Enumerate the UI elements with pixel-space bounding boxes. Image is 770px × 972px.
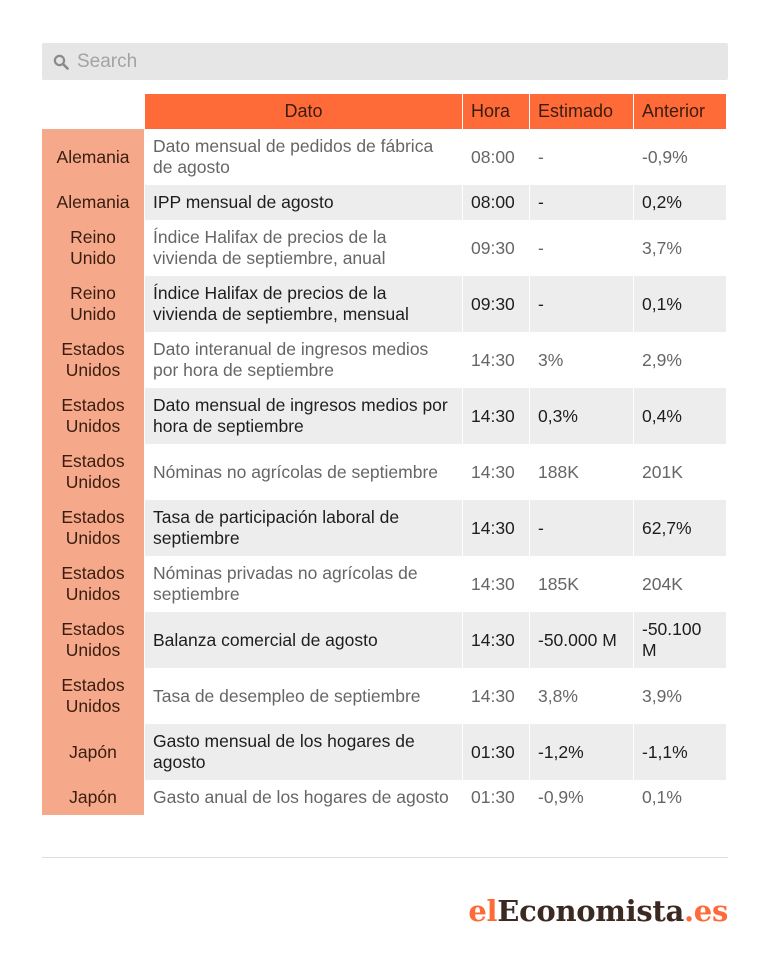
cell-dato: Nóminas privadas no agrícolas de septiembre — [144, 556, 462, 612]
cell-hora: 08:00 — [462, 185, 529, 220]
cell-anterior: -1,1% — [633, 724, 726, 780]
cell-anterior: 0,2% — [633, 185, 726, 220]
cell-country: Reino Unido — [42, 276, 144, 332]
cell-dato: Dato interanual de ingresos medios por hora de septiembre — [144, 332, 462, 388]
cell-country: Alemania — [42, 185, 144, 220]
cell-country: Estados Unidos — [42, 444, 144, 500]
cell-country: Reino Unido — [42, 220, 144, 276]
cell-hora: 01:30 — [462, 780, 529, 815]
cell-dato: Nóminas no agrícolas de septiembre — [144, 444, 462, 500]
footer-divider — [42, 857, 728, 858]
cell-country: Estados Unidos — [42, 612, 144, 668]
table-row[interactable] — [42, 724, 726, 780]
cell-anterior: 204K — [633, 556, 726, 612]
cell-anterior: 3,9% — [633, 668, 726, 724]
cell-anterior: -0,9% — [633, 129, 726, 185]
cell-dato: Dato mensual de ingresos medios por hora de septiembre — [144, 388, 462, 444]
table-row[interactable] — [42, 444, 726, 500]
economic-calendar-table — [42, 94, 726, 815]
cell-dato: Gasto mensual de los hogares de agosto — [144, 724, 462, 780]
cell-hora: 14:30 — [462, 500, 529, 556]
cell-estimado: - — [529, 129, 633, 185]
cell-estimado: -50.000 M — [529, 612, 633, 668]
cell-dato: Índice Halifax de precios de la vivienda de septiembre, anual — [144, 220, 462, 276]
brand-logo-part-el: el — [468, 894, 498, 928]
cell-country: Estados Unidos — [42, 500, 144, 556]
table-row[interactable] — [42, 780, 726, 815]
table-row[interactable] — [42, 556, 726, 612]
cell-estimado: 0,3% — [529, 388, 633, 444]
cell-anterior: 201K — [633, 444, 726, 500]
cell-hora: 01:30 — [462, 724, 529, 780]
table-row[interactable] — [42, 185, 726, 220]
table-row[interactable] — [42, 276, 726, 332]
search-input[interactable] — [77, 47, 677, 77]
cell-estimado: - — [529, 185, 633, 220]
cell-estimado: -1,2% — [529, 724, 633, 780]
cell-country: Estados Unidos — [42, 556, 144, 612]
cell-country: Estados Unidos — [42, 388, 144, 444]
cell-dato: IPP mensual de agosto — [144, 185, 462, 220]
cell-anterior: 0,1% — [633, 276, 726, 332]
cell-anterior: -50.100 M — [633, 612, 726, 668]
cell-estimado: - — [529, 500, 633, 556]
brand-logo-part-economista: Economista — [497, 894, 685, 928]
cell-country: Japón — [42, 780, 144, 815]
cell-hora: 09:30 — [462, 220, 529, 276]
table-row[interactable] — [42, 332, 726, 388]
cell-anterior: 0,1% — [633, 780, 726, 815]
cell-hora: 14:30 — [462, 388, 529, 444]
cell-hora: 14:30 — [462, 332, 529, 388]
table-row[interactable] — [42, 668, 726, 724]
cell-country: Estados Unidos — [42, 668, 144, 724]
table-row[interactable] — [42, 612, 726, 668]
table-row[interactable] — [42, 500, 726, 556]
cell-hora: 09:30 — [462, 276, 529, 332]
cell-dato: Dato mensual de pedidos de fábrica de agosto — [144, 129, 462, 185]
cell-estimado: -0,9% — [529, 780, 633, 815]
header-estimado[interactable]: Estimado — [529, 94, 633, 129]
header-hora[interactable]: Hora — [462, 94, 529, 129]
cell-dato: Balanza comercial de agosto — [144, 612, 462, 668]
table-header-row — [42, 94, 726, 129]
cell-hora: 14:30 — [462, 444, 529, 500]
cell-dato: Tasa de participación laboral de septiembre — [144, 500, 462, 556]
header-country-blank — [42, 94, 144, 129]
cell-hora: 14:30 — [462, 668, 529, 724]
cell-estimado: 3% — [529, 332, 633, 388]
cell-estimado: 185K — [529, 556, 633, 612]
cell-anterior: 62,7% — [633, 500, 726, 556]
search-icon — [53, 54, 69, 70]
brand-logo[interactable] — [468, 894, 728, 934]
cell-anterior: 2,9% — [633, 332, 726, 388]
cell-estimado: - — [529, 276, 633, 332]
cell-dato: Gasto anual de los hogares de agosto — [144, 780, 462, 815]
cell-country: Alemania — [42, 129, 144, 185]
cell-anterior: 0,4% — [633, 388, 726, 444]
cell-dato: Tasa de desempleo de septiembre — [144, 668, 462, 724]
table-row[interactable] — [42, 220, 726, 276]
cell-hora: 14:30 — [462, 612, 529, 668]
table-row[interactable] — [42, 129, 726, 185]
cell-estimado: 188K — [529, 444, 633, 500]
cell-hora: 08:00 — [462, 129, 529, 185]
cell-anterior: 3,7% — [633, 220, 726, 276]
brand-logo-part-tld: .es — [684, 894, 728, 928]
cell-estimado: 3,8% — [529, 668, 633, 724]
header-dato[interactable]: Dato — [144, 94, 462, 129]
cell-dato: Índice Halifax de precios de la vivienda de septiembre, mensual — [144, 276, 462, 332]
cell-country: Estados Unidos — [42, 332, 144, 388]
cell-country: Japón — [42, 724, 144, 780]
cell-hora: 14:30 — [462, 556, 529, 612]
header-anterior[interactable]: Anterior — [633, 94, 726, 129]
cell-estimado: - — [529, 220, 633, 276]
table-row[interactable] — [42, 388, 726, 444]
search-bar[interactable] — [42, 43, 728, 80]
